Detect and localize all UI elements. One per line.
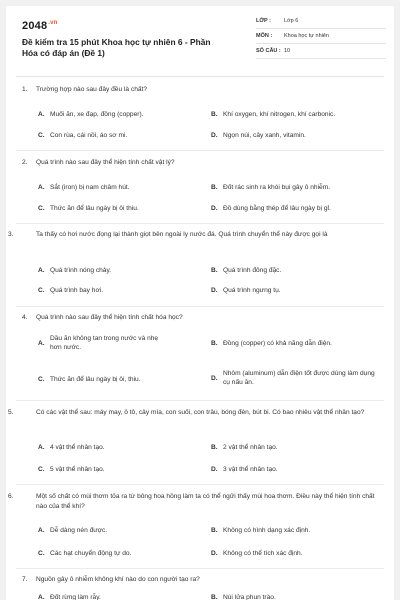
meta-value: 10 — [284, 48, 291, 54]
question-divider — [16, 150, 384, 151]
question-1-text: 1. Trường hợp nào sau đây đều là chất? — [22, 86, 148, 93]
meta-label: SỐ CÂU : — [256, 48, 281, 54]
meta-label: LỚP : — [256, 18, 271, 24]
question-divider — [16, 568, 384, 569]
question-divider — [16, 306, 384, 307]
question-divider — [16, 484, 384, 485]
exam-title: Đề kiểm tra 15 phút Khoa học tự nhiên 6 - Phần Hóa có đáp án (Đề 1) — [22, 37, 211, 58]
exam-page: $2048^{.vn}$ Đề kiểm tra 15 phút Khoa học tự nhiên 6 - Phần Hóa có đáp án (Đề 1) LỚP : Lớp 6 MÔN : Khoa học tự nhiên SỐ CÂU : 10 1. Trường hợp nào sau đây đều là chất? A. Muối ăn, xe đạp, đồng (copper). B. Khí oxygen, khí nitrogen, khí carbonic. C. Con rùa, cái nồi, áo sơ mi. D. Ngọn núi, cây xanh, vitamin. 2. Quá trình nào sau đây thể hiện tính chất vật lý? A. Sắt (iron) bị nam châm hút. B. Đốt rác sinh ra khói bụi gây ô nhiễm. C. Thức ăn để lâu ngày bị ôi thiu. D. Đồ dùng bằng thép để lâu ngày bị gỉ. 3. Ta thấy có hơi nước đọng lại thành giọt bên ngoài ly nước đá. Quá trình chuyển thể này được gọi là A. Quá trình nóng chảy. B. Quá trình đông đặc. C. Quá trình bay hơi. D. Quá trình ngưng tụ. 4. Quá trình nào sau đây thể hiện tính chất hóa học? A. Dầu ăn không tan trong nước và nhẹ hơn nước. B. Đồng (copper) có khả năng dẫn điện. C. Thức ăn để lâu ngày bị ôi, thiu. D. Nhôm (aluminum) dẫn điện tốt được dùng làm dụng cụ nấu ăn. 5. Có các vật thể sau: máy may, ô tô, cây mía, con suối, con trâu, bóng đèn, bút bi. Có bao nhiêu vật thể nhân tạo? A. 4 vật thể nhân tạo. B. 2 vật thể nhân tạo. C. 5 vật thể nhân tạo. D. 3 vật thể nhân tạo. 6. Một số chất có mùi thơm tỏa ra từ bông hoa hồng làm ta có thể ngửi thấy mùi hoa thơm. Điều này thể hiện tính chất nào của thể khí? A. Dễ dàng nén được. B. Không có hình dạng xác định. C. Các hạt chuyển động tự do. D. Không có thể tích xác định. 7. Nguồn gây ô nhiễm không khí nào do con người tạo ra? A. Đốt rừng làm rẫy. B. Núi lửa phun trào. — [6, 6, 394, 600]
question-divider — [16, 400, 384, 401]
question-divider — [16, 223, 384, 224]
question-2-text: 2. Quá trình nào sau đây thể hiện tính chất vật lý? — [22, 159, 175, 166]
meta-row-subject — [256, 29, 386, 44]
question-3-text: 3. Ta thấy có hơi nước đọng lại thành giọt bên ngoài ly nước đá. Quá trình chuyển thể này được gọi là — [8, 231, 328, 238]
meta-value: Lớp 6 — [284, 18, 299, 24]
header-divider — [16, 76, 384, 77]
question-6-text: 6. Một số chất có mùi thơm tỏa ra từ bông hoa hồng làm ta có thể ngửi thấy mùi hoa thơm. Điều này thể hiện tính chất nào của thể khí? — [8, 493, 375, 510]
exam-meta — [256, 14, 386, 59]
site-logo[interactable]: $2048^{.vn}$ — [22, 20, 58, 32]
question-5-text: 5. Có các vật thể sau: máy may, ô tô, cây mía, con suối, con trâu, bóng đèn, bút bi. Có bao nhiêu vật thể nhân tạo? — [8, 409, 365, 416]
page-header — [6, 6, 394, 62]
meta-value: Khoa học tự nhiên — [284, 33, 329, 39]
meta-row-count — [256, 44, 386, 59]
question-7-text: 7. Nguồn gây ô nhiễm không khí nào do con người tạo ra? — [22, 576, 200, 583]
question-4-text: 4. Quá trình nào sau đây thể hiện tính chất hóa học? — [22, 314, 183, 321]
meta-label: MÔN : — [256, 33, 273, 39]
meta-row-class — [256, 14, 386, 29]
